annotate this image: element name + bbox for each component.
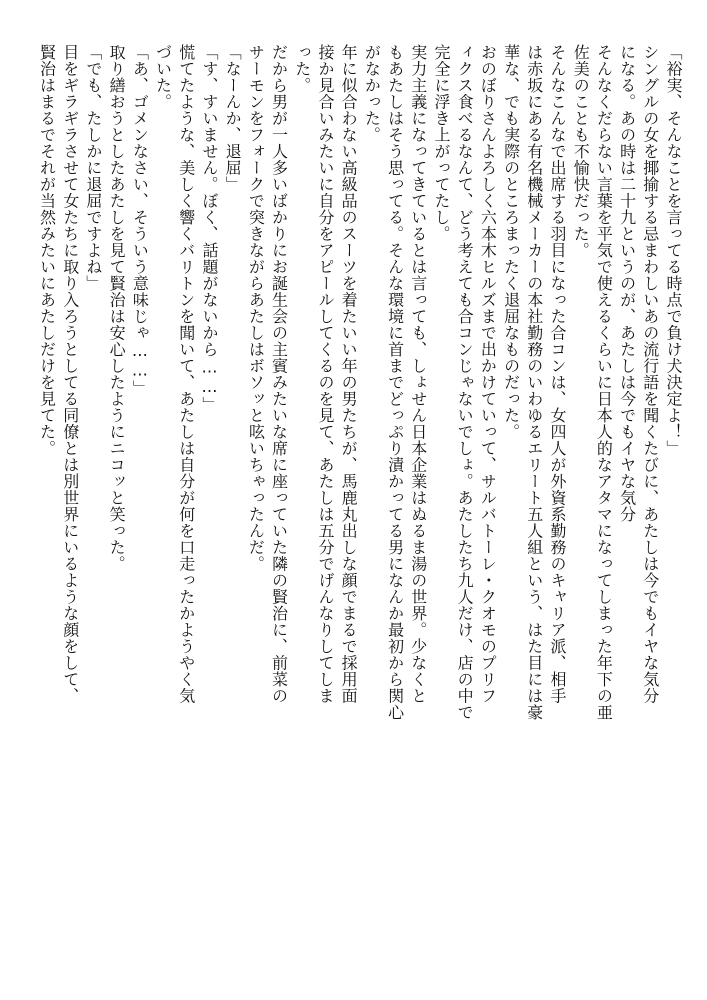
text-column: 実力主義になってきているとは言っても、しょせん日本企業はぬるま湯の世界。少なくと: [408, 44, 428, 704]
text-column: そんなくだらない言葉を平気で使えるくらいに日本人的なアタマになってしまった年下の亜: [594, 44, 614, 721]
text-column: ィクス食べるなんて、どう考えても合コンじゃないでしょ。あたしたち九人だけ、店の中で: [455, 44, 475, 721]
text-column: 華な、でも実際のところまったく退屈なものだった。: [501, 44, 521, 440]
text-column: 「でも、たしかに退屈ですよね」: [83, 44, 103, 292]
text-column: サーモンをフォークで突きながらあたしはボソッと呟いちゃったんだ。: [246, 44, 266, 572]
text-column: 目をギラギラさせて女たちに取り入ろうとしてる同僚とは別世界にいるような顔をして、: [60, 44, 80, 704]
text-column: づいた。: [153, 44, 173, 110]
text-column: だから男が一人多いばかりにお誕生会の主賓みたいな席に座っていた隣の賢治に、前菜の: [269, 44, 289, 704]
vertical-text-body: [35, 44, 685, 959]
text-column: 「す、すいません。ぼく、話題がないから……」: [199, 44, 219, 413]
text-column: は赤坂にある有名機械メーカーの本社勤務のいわゆるエリート五人組という、はた目には豪: [524, 44, 544, 721]
text-column: になる。あの時は二十九というのが、あたしは今でもイヤな気分: [617, 44, 637, 523]
text-column: シングルの女を揶揄する忌まわしいあの流行語を聞くたびに、あたしは今でもイヤな気分: [640, 44, 660, 704]
text-column: がなかった。: [362, 44, 382, 143]
text-column: おのぼりさんよろしく六本木ヒルズまで出かけていって、サルバトーレ・クオモのプリフ: [478, 44, 498, 704]
text-column: 「裕実、そんなことを言ってる時点で負け犬決定よ！」: [664, 44, 683, 457]
text-column: 賢治はまるでそれが当然みたいにあたしだけを見てた。: [37, 44, 57, 457]
text-column: 取り繕おうとしたあたしを見て賢治は安心したようにニコッと笑った。: [107, 44, 127, 572]
text-column: もあたしはそう思ってる。そんな環境に首までどっぷり漬かってる男になんか最初から関心: [385, 44, 405, 721]
text-column: った。: [292, 44, 312, 94]
text-column: 「あ、ゴメンなさい、そういう意味じゃ……」: [130, 44, 150, 397]
text-column: 「なーんか、退屈」: [223, 44, 243, 193]
text-column: 佐美のことも不愉快だった。: [571, 44, 591, 259]
text-column: 完全に浮き上がってたし。: [431, 44, 451, 242]
text-column: そんなこんなで出席する羽目になった合コンは、女四人が外資系勤務のキャリア派、相手: [547, 44, 567, 704]
text-column: 年に似合わない高級品のスーツを着たいい年の男たちが、馬鹿丸出しな顔でまるで採用面: [339, 44, 359, 704]
text-column: 接か見合いみたいに自分をアピールしてくるのを見て、あたしは五分でげんなりしてしま: [315, 44, 335, 704]
text-column: 慌てたような、美しく響くバリトンを聞いて、あたしは自分が何を口走ったかようやく気: [176, 44, 196, 704]
